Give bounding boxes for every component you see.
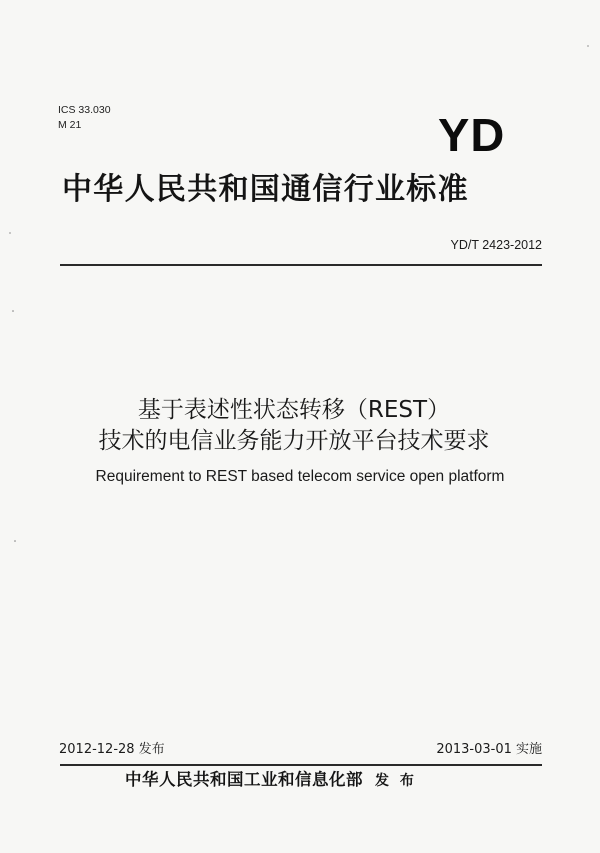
issue-date: 2012-12-28 发布: [59, 742, 165, 757]
footer-divider: [60, 764, 542, 766]
title-zh-line2: 技术的电信业务能力开放平台技术要求: [98, 428, 490, 454]
publisher-line: [125, 768, 417, 793]
ics-code: ICS 33.030: [58, 104, 111, 116]
scan-speck: [12, 310, 14, 312]
scan-speck: [14, 540, 16, 542]
header-divider: [60, 264, 542, 266]
ccs-code: M 21: [58, 119, 82, 131]
title-en: Requirement to REST based telecom service open platform: [95, 468, 505, 485]
yd-logo: YD: [438, 109, 506, 162]
scan-speck: [587, 45, 589, 47]
implementation-date: 2013-03-01 实施: [436, 742, 542, 757]
standard-number: YD/T 2423-2012: [450, 238, 542, 252]
publisher-name: 中华人民共和国工业和信息化部: [125, 770, 363, 789]
scan-speck: [9, 232, 11, 234]
publish-action: 发 布: [375, 773, 417, 789]
standard-series-title: 中华人民共和国通信行业标准: [62, 172, 469, 207]
title-zh-line1: 基于表述性状态转移（REST）: [137, 397, 451, 423]
classification-codes: [58, 103, 111, 133]
